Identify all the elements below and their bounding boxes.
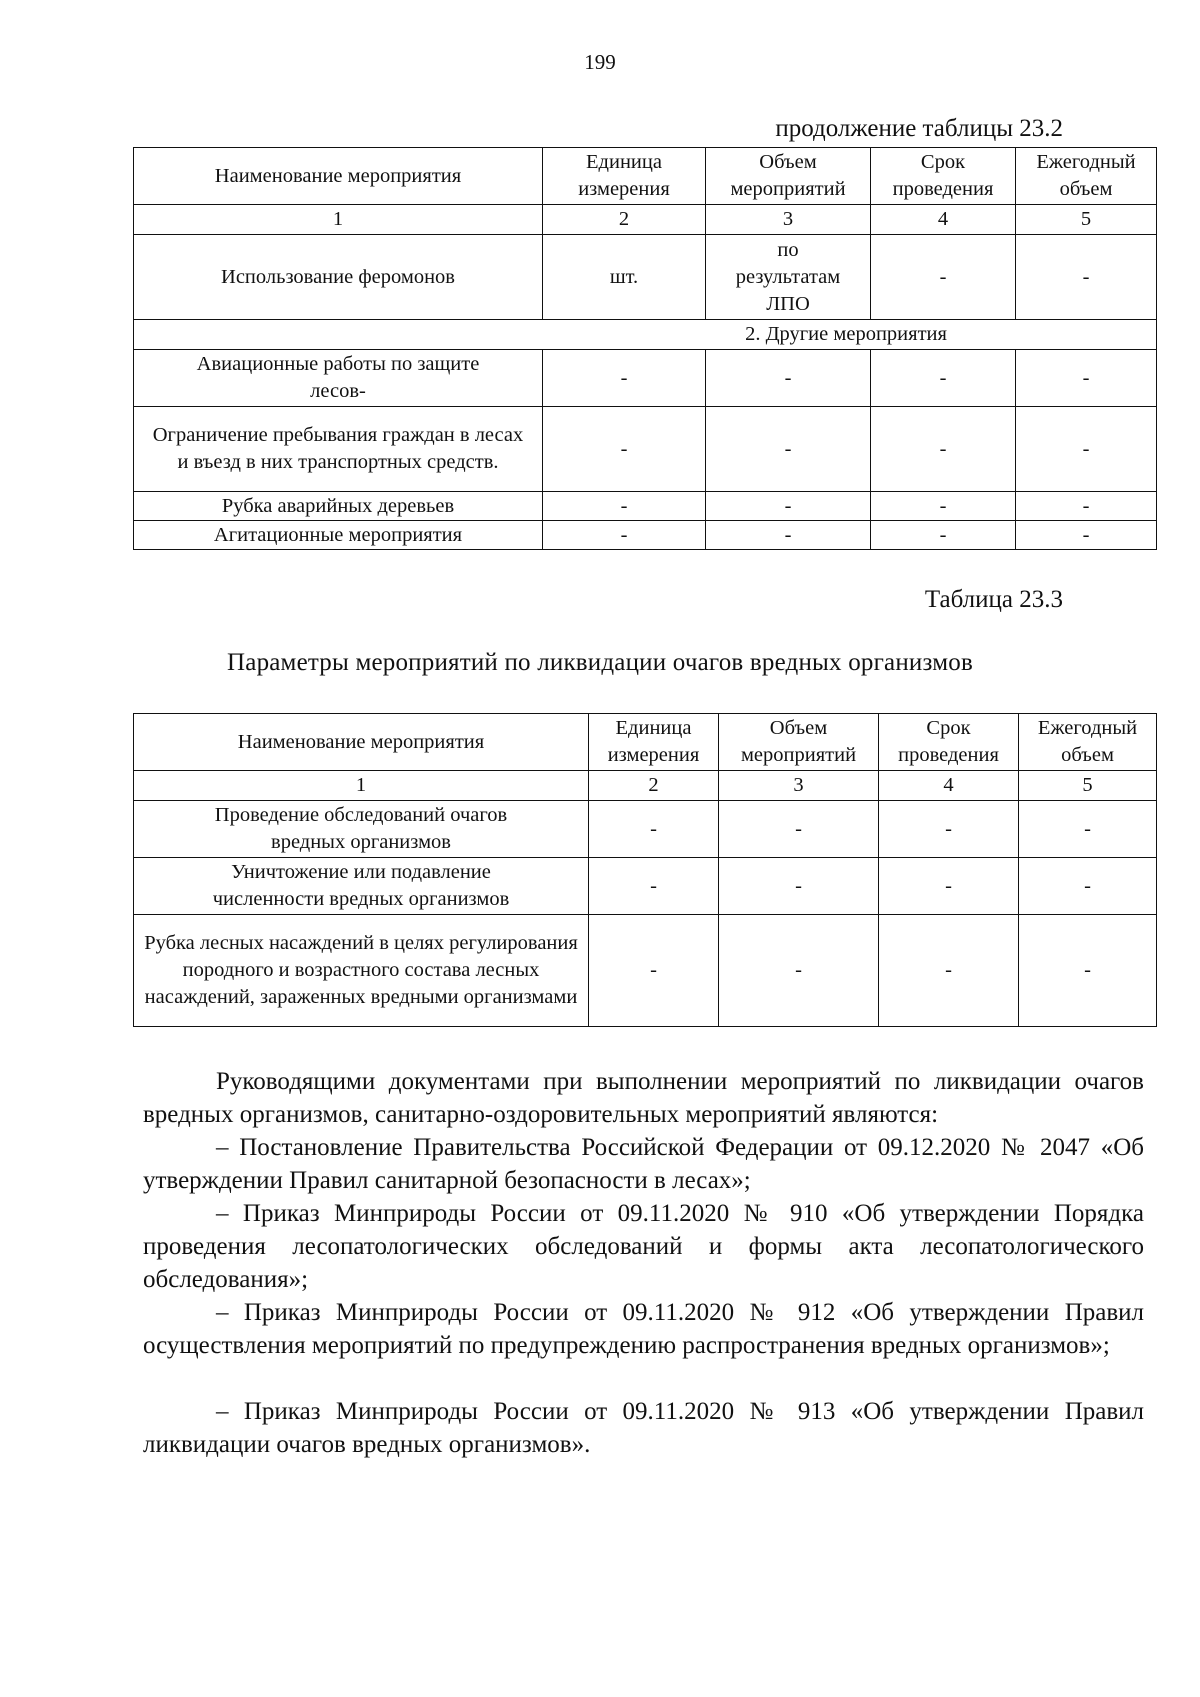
annual-cell: - [1019,801,1157,858]
term-cell: - [871,235,1016,320]
unit-cell: - [543,492,706,521]
column-number-cell: 4 [871,205,1016,235]
column-number-cell: 3 [719,771,879,801]
column-number-cell: 5 [1016,205,1157,235]
header-cell: Ежегодный объем [1019,714,1157,771]
column-number-cell: 1 [134,205,543,235]
section-label: 2. Другие мероприятия [745,323,947,345]
table-row [134,801,1157,858]
term-cell: - [871,350,1016,407]
document-list-item: – Постановление Правительства Российской Федерации от 09.12.2020 № 2047 «Об утверждении Правил санитарной безопасности в лесах»; [143,1134,1144,1194]
unit-cell: - [589,801,719,858]
measure-name-cell: Агитационные мероприятия [134,521,543,550]
table-23-3-title: Параметры мероприятий по ликвидации очагов вредных организмов [227,649,973,676]
column-number-cell: 2 [589,771,719,801]
header-cell: Объем мероприятий [706,148,871,205]
table-continuation-caption: продолжение таблицы 23.2 [775,115,1063,142]
measure-name-cell: Уничтожение или подавление численности вредных организмов [134,858,589,915]
header-cell: Объем мероприятий [719,714,879,771]
document-list-item: – Приказ Минприроды России от 09.11.2020 № 912 «Об утверждении Правил осуществления мероприятий по предупреждению распространения вредных организмов»; [143,1299,1144,1359]
header-cell: Срок проведения [871,148,1016,205]
table-row [134,407,1157,492]
annual-cell: - [1016,350,1157,407]
table-header-row [134,714,1157,771]
volume-cell: - [719,858,879,915]
column-number-cell: 4 [879,771,1019,801]
volume-cell: - [719,801,879,858]
table-row [134,492,1157,521]
measure-name-cell: Использование феромонов [134,235,543,320]
annual-cell: - [1019,858,1157,915]
term-cell: - [871,521,1016,550]
header-cell: Срок проведения [879,714,1019,771]
term-cell: - [871,407,1016,492]
column-number-row [134,771,1157,801]
column-number-cell: 3 [706,205,871,235]
volume-cell: по результатам ЛПО [706,235,871,320]
volume-cell: - [706,521,871,550]
column-number-cell: 2 [543,205,706,235]
unit-cell: - [589,858,719,915]
page-number: 199 [584,50,616,74]
annual-cell: - [1019,915,1157,1027]
section-row [134,320,1157,350]
table-row [134,858,1157,915]
column-number-cell: 1 [134,771,589,801]
table-row [134,235,1157,320]
measure-name-cell: Рубка аварийных деревьев [134,492,543,521]
measures-table-23-2 [133,147,1157,550]
annual-cell: - [1016,492,1157,521]
annual-cell: - [1016,407,1157,492]
volume-cell: - [719,915,879,1027]
measure-name-cell: Рубка лесных насаждений в целях регулирования породного и возрастного состава лесных насаждений, зараженных вредными организмами [134,915,589,1027]
table-row [134,521,1157,550]
annual-cell: - [1016,521,1157,550]
unit-cell: - [589,915,719,1027]
table-header-row [134,148,1157,205]
term-cell: - [879,915,1019,1027]
unit-cell: - [543,521,706,550]
header-cell: Наименование мероприятия [134,148,543,205]
column-number-cell: 5 [1019,771,1157,801]
term-cell: - [879,858,1019,915]
header-cell: Единица измерения [543,148,706,205]
measure-name-cell: Проведение обследований очагов вредных организмов [134,801,589,858]
unit-cell: шт. [543,235,706,320]
unit-cell: - [543,350,706,407]
header-cell: Ежегодный объем [1016,148,1157,205]
header-cell: Единица измерения [589,714,719,771]
term-cell: - [871,492,1016,521]
measure-name-cell: Ограничение пребывания граждан в лесах и въезд в них транспортных средств. [134,407,543,492]
annual-cell: - [1016,235,1157,320]
volume-cell: - [706,407,871,492]
column-number-row [134,205,1157,235]
table-23-3-caption: Таблица 23.3 [924,586,1063,613]
term-cell: - [879,801,1019,858]
volume-cell: - [706,492,871,521]
intro-paragraph: Руководящими документами при выполнении мероприятий по ликвидации очагов вредных организмов, санитарно-оздоровительных мероприятий являются: [143,1068,1144,1128]
volume-cell: - [706,350,871,407]
pest-foci-table-23-3 [133,713,1157,1027]
measure-name-cell: Авиационные работы по защите лесов- [134,350,543,407]
header-cell: Наименование мероприятия [134,714,589,771]
document-list-item: – Приказ Минприроды России от 09.11.2020 № 910 «Об утверждении Порядка проведения лесопатологических обследований и формы акта лесопатологического обследования»; [143,1200,1144,1293]
table-row [134,915,1157,1027]
table-row [134,350,1157,407]
unit-cell: - [543,407,706,492]
document-list-item: – Приказ Минприроды России от 09.11.2020 № 913 «Об утверждении Правил ликвидации очагов вредных организмов». [143,1398,1144,1458]
